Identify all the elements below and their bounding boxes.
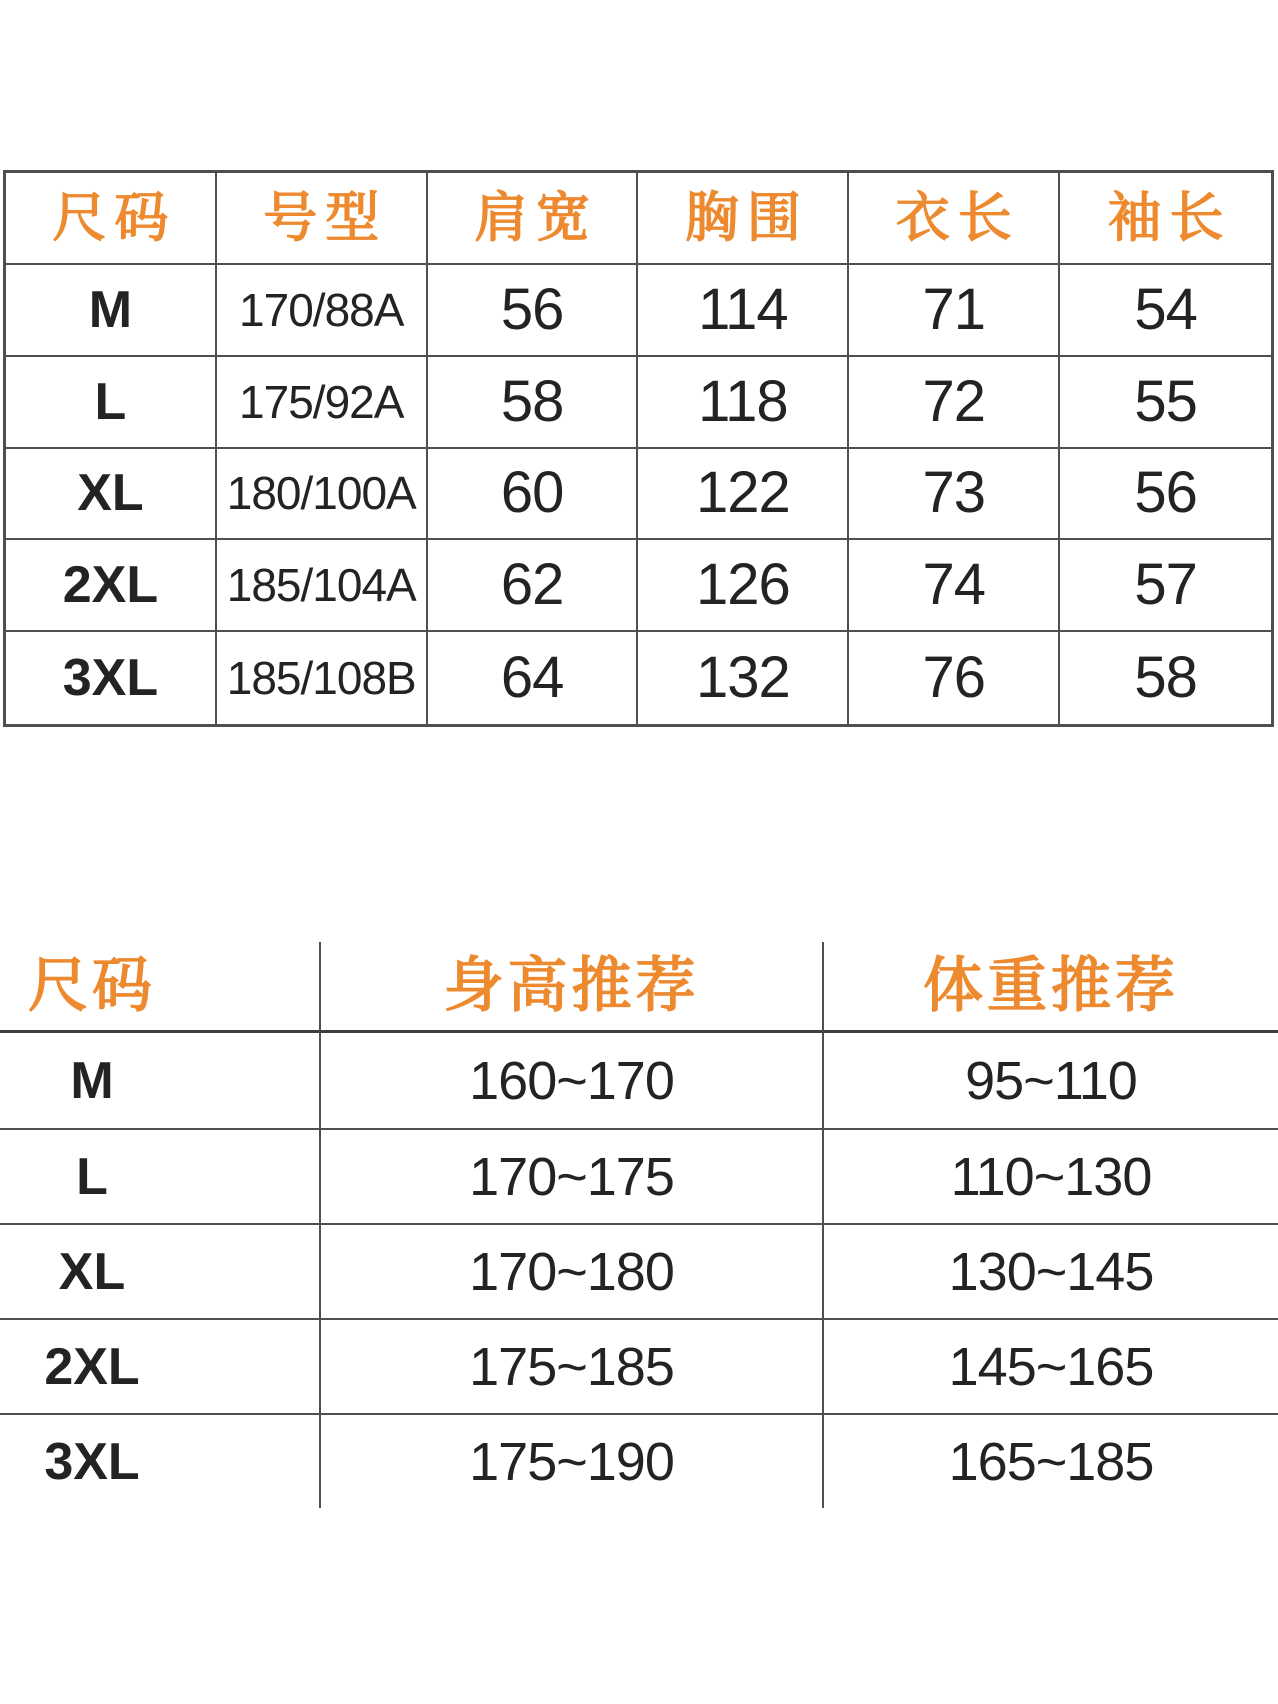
value-cell: 76: [849, 632, 1060, 724]
column-header-length: 衣长: [849, 173, 1060, 265]
value-cell: 73: [849, 449, 1060, 541]
value-cell: 60: [428, 449, 639, 541]
value-cell: 54: [1060, 265, 1271, 357]
size-recommendation-table: [0, 942, 1278, 1508]
size-cell: 3XL: [6, 632, 217, 724]
value-cell: 57: [1060, 540, 1271, 632]
model-cell: 185/108B: [217, 632, 428, 724]
height-range-cell: 175~190: [319, 1413, 822, 1508]
value-cell: 122: [638, 449, 849, 541]
size-cell: 2XL: [6, 540, 217, 632]
value-cell: 71: [849, 265, 1060, 357]
size-cell: M: [70, 1051, 114, 1110]
value-cell: 132: [638, 632, 849, 724]
model-cell: 180/100A: [217, 449, 428, 541]
size-cell: XL: [6, 449, 217, 541]
value-cell: 64: [428, 632, 639, 724]
value-cell: 72: [849, 357, 1060, 449]
height-range-cell: 175~185: [319, 1318, 822, 1413]
size-cell: M: [6, 265, 217, 357]
size-cell: 2XL: [0, 1318, 319, 1413]
height-range-cell: 170~180: [319, 1223, 822, 1318]
value-cell: 118: [638, 357, 849, 449]
column-header-chest: 胸围: [638, 173, 849, 265]
model-cell: 185/104A: [217, 540, 428, 632]
weight-range-cell: 110~130: [822, 1128, 1278, 1223]
garment-measurement-table: [3, 170, 1274, 727]
column-header-weight: 体重推荐: [822, 942, 1278, 1033]
height-range-cell: 160~170: [319, 1033, 822, 1128]
value-cell: 114: [638, 265, 849, 357]
value-cell: 55: [1060, 357, 1271, 449]
weight-range-cell: 165~185: [822, 1413, 1278, 1508]
weight-range-cell: 145~165: [822, 1318, 1278, 1413]
value-cell: 58: [1134, 645, 1197, 711]
column-header-size: 尺码: [6, 173, 217, 265]
value-cell: 74: [849, 540, 1060, 632]
size-cell: L: [0, 1128, 319, 1223]
weight-range-cell: 130~145: [822, 1223, 1278, 1318]
model-cell: 170/88A: [217, 265, 428, 357]
column-header-height: 身高推荐: [319, 942, 822, 1033]
column-header-model: 号型: [217, 173, 428, 265]
value-cell: 58: [428, 357, 639, 449]
model-cell: 175/92A: [217, 357, 428, 449]
value-cell: 56: [428, 265, 639, 357]
size-cell: L: [6, 357, 217, 449]
height-range-cell: 170~175: [319, 1128, 822, 1223]
column-header-size: 尺码: [0, 942, 319, 1033]
size-cell: 3XL: [0, 1413, 319, 1508]
column-header-sleeve: 袖长: [1060, 173, 1271, 265]
value-cell: 126: [638, 540, 849, 632]
weight-range-cell: 95~110: [822, 1033, 1278, 1128]
size-cell: XL: [0, 1223, 319, 1318]
value-cell: 56: [1060, 449, 1271, 541]
column-header-shoulder: 肩宽: [428, 173, 639, 265]
value-cell: 62: [428, 540, 639, 632]
